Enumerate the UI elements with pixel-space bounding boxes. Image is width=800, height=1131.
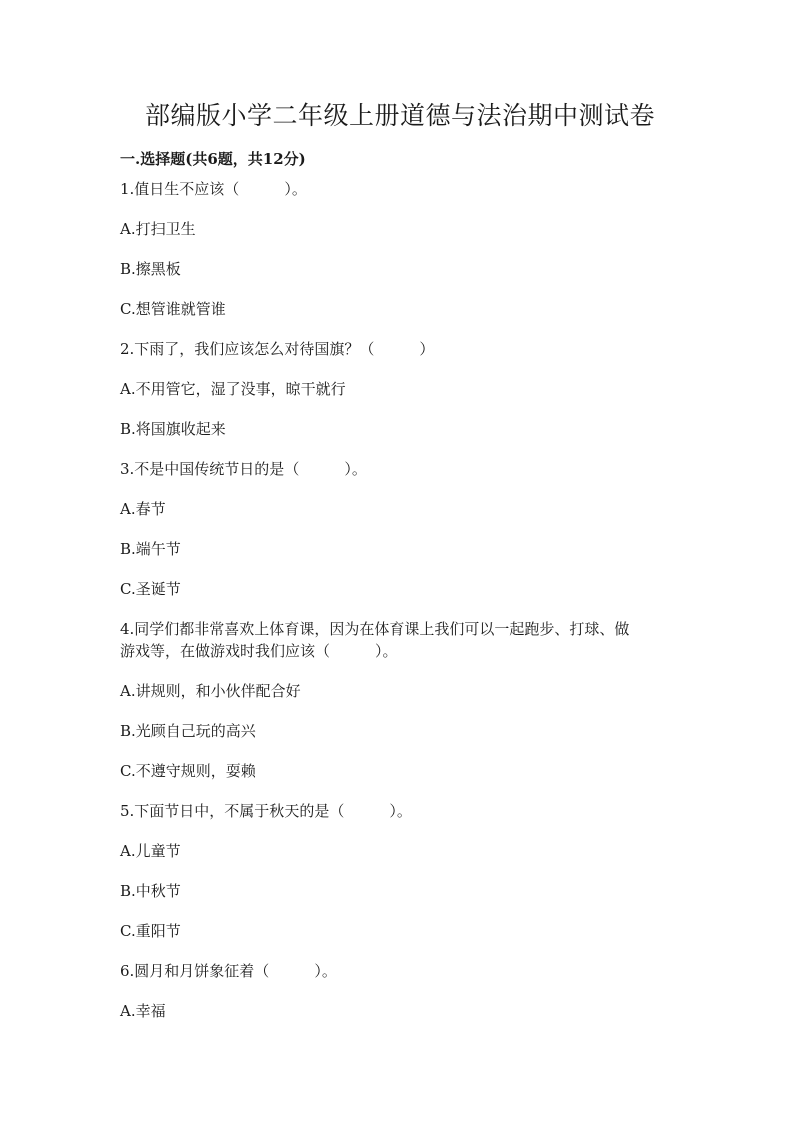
option-b: B.端午节 xyxy=(120,540,181,558)
page-title: 部编版小学二年级上册道德与法治期中测试卷 xyxy=(144,101,655,130)
question-2 xyxy=(120,338,680,440)
question-stem: 2.下雨了，我们应该怎么对待国旗？（ ） xyxy=(120,340,435,358)
option-b: B.将国旗收起来 xyxy=(120,420,226,438)
option-a: A.春节 xyxy=(120,500,166,518)
question-4 xyxy=(120,618,680,782)
option-a: A.幸福 xyxy=(120,1002,166,1020)
question-stem: 3.不是中国传统节日的是（ ）。 xyxy=(120,460,367,478)
question-stem-line-2: 游戏等，在做游戏时我们应该（ ）。 xyxy=(120,642,398,660)
question-stem: 6.圆月和月饼象征着（ ）。 xyxy=(120,962,337,980)
question-stem xyxy=(120,618,680,662)
question-5 xyxy=(120,800,680,942)
option-a: A.儿童节 xyxy=(120,842,181,860)
question-3 xyxy=(120,458,680,600)
option-c: C.圣诞节 xyxy=(120,580,181,598)
question-list xyxy=(120,178,680,1040)
option-b: B.擦黑板 xyxy=(120,260,181,278)
option-c: C.重阳节 xyxy=(120,922,181,940)
option-c: C.想管谁就管谁 xyxy=(120,300,226,318)
option-b: B.光顾自己玩的高兴 xyxy=(120,722,256,740)
option-a: A.不用管它，湿了没事，晾干就行 xyxy=(120,380,346,398)
question-stem: 1.值日生不应该（ ）。 xyxy=(120,180,307,198)
option-a: A.讲规则，和小伙伴配合好 xyxy=(120,682,301,700)
option-b: B.中秋节 xyxy=(120,882,181,900)
question-6 xyxy=(120,960,680,1022)
question-stem: 5.下面节日中，不属于秋天的是（ ）。 xyxy=(120,802,412,820)
option-c: C.不遵守规则，耍赖 xyxy=(120,762,256,780)
section-heading: 一.选择题(共6题，共12分) xyxy=(120,150,306,168)
question-1 xyxy=(120,178,680,320)
option-a: A.打扫卫生 xyxy=(120,220,196,238)
question-stem-line-1: 4.同学们都非常喜欢上体育课，因为在体育课上我们可以一起跑步、打球、做 xyxy=(120,620,630,638)
